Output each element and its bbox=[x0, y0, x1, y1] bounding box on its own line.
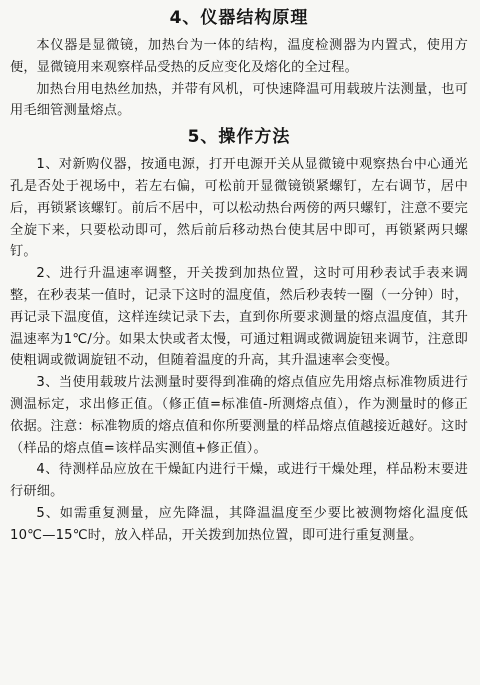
section-5-step-5: 5、如需重复测量，应先降温，其降温温度至少要比被测物熔化温度低10℃—15℃时，放入样品，开关拨到加热位置，即可进行重复测量。 bbox=[10, 505, 468, 543]
section-5-step-2: 2、进行升温速率调整，开关拨到加热位置，这时可用秒表试手表来调整，在秒表某一值时，记录下这时的温度值，然后秒表转一圈（一分钟）时，再记录下温度值，这样连续记录下去，直到你所要求测量的熔点温度值，其升温速率为1℃/分。如果太快或者太慢，可通过粗调或微调旋钮来调节，注意即使粗调或微调旋钮不动，但随着温度的升高，其升温速率会变慢。 bbox=[10, 266, 468, 369]
section-5-step-1: 1、对新购仪器，按通电源，打开电源开关从显微镜中观察热台中心通光孔是否处于视场中，若左右偏，可松前开显微镜锁紧螺钉，左右调节，居中后，再锁紧该螺钉。前后不居中，可以松动热台两傍的两只螺钉，注意不要完全旋下来，只要松动即可，然后前后移动热台使其居中即可，再锁紧两只螺钉。 bbox=[10, 157, 468, 260]
section-5-heading: 5、操作方法 bbox=[187, 127, 291, 148]
section-5-step-3: 3、当使用载玻片法测量时要得到准确的熔点值应先用熔点标准物质进行测温标定，求出修正值。（修正值=标准值-所测熔点值），作为测量时的修正依据。注意：标准物质的熔点值和你所要测量的样品熔点值越接近越好。这时（样品的熔点值=该样品实测值+修正值）。 bbox=[10, 375, 468, 456]
section-4-paragraph-2: 加热台用电热丝加热，并带有风机，可快速降温可用载玻片法测量，也可用毛细管测量熔点。 bbox=[10, 81, 468, 119]
section-5-step-4: 4、待测样品应放在干燥缸内进行干燥，或进行干燥处理，样品粉末要进行研细。 bbox=[10, 462, 468, 500]
section-4-heading: 4、仪器结构原理 bbox=[169, 8, 309, 28]
section-4-paragraph-1: 本仪器是显微镜，加热台为一体的结构，温度检测器为内置式，使用方便，显微镜用来观察样品受热的反应变化及熔化的全过程。 bbox=[10, 38, 468, 75]
